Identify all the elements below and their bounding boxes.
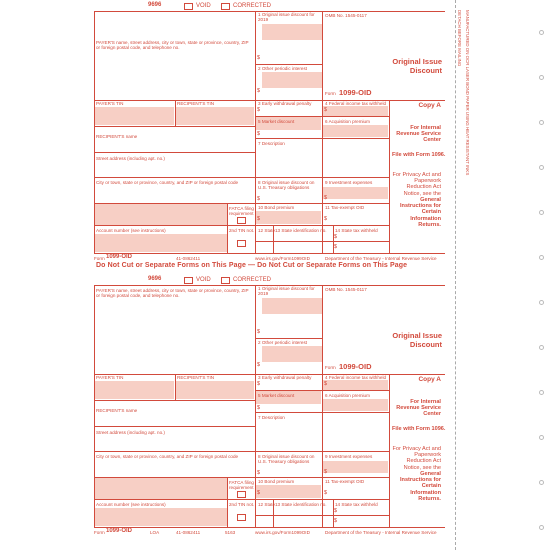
recipient-name-label: RECIPIENT'S name <box>96 134 138 139</box>
box4-dollar-lower: $ <box>324 381 328 387</box>
box1-bottom-line-lower <box>255 338 322 339</box>
box4-label-lower: 4 Federal income tax withheld <box>325 375 387 380</box>
box10-label-lower: 10 Bond premium <box>258 479 295 484</box>
footer-form-name-lower: 1099-OID <box>106 528 133 534</box>
box4-label: 4 Federal income tax withheld <box>325 101 387 106</box>
box5-label: 5 Market discount <box>258 119 295 124</box>
detach-text: DETACH BEFORE MAILING <box>457 10 462 67</box>
payer-tin-field[interactable] <box>95 107 174 125</box>
perforation-line <box>455 0 456 550</box>
corrected-label-lower: CORRECTED <box>233 277 272 283</box>
box1-label: 1 Original issue discount for 2019 <box>258 12 315 23</box>
pinfeed-hole <box>539 75 544 80</box>
recipient-tin-field-lower[interactable] <box>176 381 254 399</box>
pinfeed-hole <box>539 525 544 530</box>
box10-dollar-lower: $ <box>257 490 261 496</box>
box89-bottom-line <box>255 203 389 204</box>
fatca-divider-lower <box>227 477 228 527</box>
footer-form-name: 1099-OID <box>106 254 133 260</box>
box9-field-lower[interactable] <box>323 461 388 473</box>
box10-label: 10 Bond premium <box>258 205 295 210</box>
form-title: Original Issue Discount <box>392 57 442 75</box>
box6-label: 6 Acquisition premium <box>325 119 370 124</box>
box3-label-lower: 3 Early withdrawal penalty <box>258 375 312 380</box>
box1-dollar-lower: $ <box>257 329 261 335</box>
box8-dollar-lower: $ <box>257 470 261 476</box>
form-name-lower: 1099-OID <box>339 362 372 371</box>
payer-tin-field-lower[interactable] <box>95 381 174 399</box>
box8-label: 8 Original issue discount on U.S. Treasury obligations <box>258 180 315 191</box>
recipient-tin-label: RECIPIENT'S TIN <box>177 101 215 106</box>
box14-dollar-1-lower: $ <box>334 508 338 514</box>
box14-label-lower: 14 State tax withheld <box>335 502 378 507</box>
void-label: VOID <box>196 3 211 9</box>
box1-field[interactable] <box>262 24 322 40</box>
file-with-label: File with Form 1096. <box>392 152 446 158</box>
box7-bottom-line <box>255 177 389 178</box>
state-mid-line <box>255 241 389 242</box>
box7-bottom-line-lower <box>255 451 389 452</box>
box2-field[interactable] <box>262 72 322 88</box>
city-label: City or town, state or province, country, and ZIP or foreign postal code <box>96 180 239 185</box>
box1-field-lower[interactable] <box>262 298 322 314</box>
box3-label: 3 Early withdrawal penalty <box>258 101 312 106</box>
box10-field[interactable] <box>256 211 321 224</box>
payer-info-label-lower: PAYER'S name, street address, city or town, state or province, country, ZIP or foreign postal code, and telephone no. <box>96 288 249 299</box>
footer-form-prefix-lower: Form <box>94 530 105 535</box>
box12-divider-lower <box>273 499 274 527</box>
box6-label-lower: 6 Acquisition premium <box>325 393 370 398</box>
form-name: 1099-OID <box>339 88 372 97</box>
box2-label-lower: 2 Other periodic interest <box>258 340 308 345</box>
pinfeed-hole <box>539 165 544 170</box>
box1-label-lower: 1 Original issue discount for 2019 <box>258 286 315 297</box>
box13-label: 13 State identification no. <box>275 228 327 233</box>
pinfeed-hole <box>539 30 544 35</box>
corrected-checkbox-lower[interactable] <box>221 277 230 284</box>
box6-field-lower[interactable] <box>323 399 388 411</box>
file-with-label-lower: File with Form 1096. <box>392 426 446 432</box>
box14-dollar-2-lower: $ <box>334 518 338 524</box>
box11-dollar: $ <box>324 216 328 222</box>
fatca-row-field-lower[interactable] <box>95 478 227 499</box>
tin-bottom-line <box>94 126 255 127</box>
box5-dollar: $ <box>257 131 261 137</box>
box1-dollar: $ <box>257 55 261 61</box>
for-irs-label-lower: For Internal Revenue Service Center <box>396 399 441 418</box>
street-bottom-line <box>94 177 255 178</box>
frame-bottom-line-lower <box>94 527 445 528</box>
box2-dollar-lower: $ <box>257 362 261 368</box>
col-divider-3-lower <box>389 374 390 527</box>
box1-bottom-line <box>255 64 322 65</box>
account-label: Account number (see instructions) <box>96 228 166 233</box>
box9-field[interactable] <box>323 187 388 199</box>
box10-field-lower[interactable] <box>256 485 321 498</box>
tin2-checkbox[interactable] <box>237 240 246 247</box>
box10-dollar: $ <box>257 216 261 222</box>
box8-dollar: $ <box>257 196 261 202</box>
tin2-label-lower: 2nd TIN not. <box>229 502 255 507</box>
box4-field-lower[interactable] <box>323 380 388 390</box>
box5-label-lower: 5 Market discount <box>258 393 295 398</box>
corrected-label: CORRECTED <box>233 3 272 9</box>
for-irs-label: For Internal Revenue Service Center <box>396 125 441 144</box>
account-label-lower: Account number (see instructions) <box>96 502 166 507</box>
box7-label: 7 Description <box>258 141 285 146</box>
footer-url: www.irs.gov/Form1099OID <box>255 256 310 261</box>
frame-bottom-line <box>94 253 445 254</box>
pinfeed-hole <box>539 255 544 260</box>
pinfeed-hole <box>539 120 544 125</box>
recipient-tin-label-lower: RECIPIENT'S TIN <box>177 375 215 380</box>
recipient-tin-field[interactable] <box>176 107 254 125</box>
box2-field-lower[interactable] <box>262 346 322 362</box>
footer-dept-lower: Department of the Treasury - Internal Revenue Service <box>325 530 437 535</box>
footer-url-lower: www.irs.gov/Form1099OID <box>255 530 310 535</box>
payer-info-label: PAYER'S name, street address, city or town, state or province, country, ZIP or foreign postal code, and telephone no. <box>96 40 249 51</box>
form-code: 9696 <box>148 2 162 8</box>
box12-label: 12 State <box>258 228 276 233</box>
pinfeed-hole <box>539 345 544 350</box>
box6-field[interactable] <box>323 125 388 137</box>
pinfeed-hole <box>539 480 544 485</box>
fatca-bottom-line-lower <box>94 499 389 500</box>
box11-dollar-lower: $ <box>324 490 328 496</box>
footer-dept: Department of the Treasury - Internal Revenue Service <box>325 256 437 261</box>
street-bottom-line-lower <box>94 451 255 452</box>
tin2-label: 2nd TIN not. <box>229 228 255 233</box>
box14-dollar-1: $ <box>334 234 338 240</box>
box2-label: 2 Other periodic interest <box>258 66 308 71</box>
form-prefix: Form <box>325 91 336 96</box>
box12-label-lower: 12 State <box>258 502 276 507</box>
box3-dollar-lower: $ <box>257 381 261 387</box>
box56-bottom-line-lower <box>255 412 389 413</box>
pinfeed-hole <box>539 300 544 305</box>
box4-dollar: $ <box>324 107 328 113</box>
privacy-label-lower: For Privacy Act and Paperwork Reduction Act Notice, see the <box>392 446 441 471</box>
general-instructions-label: General Instructions for Certain Information Returns. <box>399 197 441 228</box>
general-instructions-label-lower: General Instructions for Certain Information Returns. <box>399 471 441 502</box>
privacy-label: For Privacy Act and Paperwork Reduction Act Notice, see the <box>392 172 441 197</box>
recipient-name-label-lower: RECIPIENT'S name <box>96 408 138 413</box>
box11-label: 11 Tax-exempt OID <box>325 205 365 210</box>
box5-dollar-lower: $ <box>257 405 261 411</box>
footer-form-prefix: Form <box>94 256 105 261</box>
street-label-lower: Street address (including apt. no.) <box>96 430 165 435</box>
box9-dollar-lower: $ <box>324 469 328 475</box>
fatca-label: FATCA filing requirement <box>229 206 254 217</box>
fatca-bottom-line <box>94 225 389 226</box>
col-divider-3 <box>389 100 390 253</box>
state-mid-line-lower <box>255 515 389 516</box>
box8-label-lower: 8 Original issue discount on U.S. Treasury obligations <box>258 454 315 465</box>
void-label-lower: VOID <box>196 277 211 283</box>
footer-loa: LOA <box>150 530 160 535</box>
payer-tin-label: PAYER'S TIN <box>96 101 124 106</box>
account-field-lower[interactable] <box>95 508 227 526</box>
pinfeed-hole <box>539 210 544 215</box>
manufactured-text: MANUFACTURED ON OCR LASER BOND PAPER USING HEAT RESISTANT INKS <box>465 10 470 176</box>
recipient-bottom-line <box>94 152 255 153</box>
footer-cat-no-lower: 41-0862411 <box>176 530 201 535</box>
copy-label-lower: Copy A <box>418 376 441 383</box>
form-code-lower: 9696 <box>148 276 162 282</box>
street-label: Street address (including apt. no.) <box>96 156 165 161</box>
box12-divider <box>273 225 274 253</box>
payer-tin-label-lower: PAYER'S TIN <box>96 375 124 380</box>
box4-field[interactable] <box>323 106 388 116</box>
fatca-label-lower: FATCA filing requirement <box>229 480 254 491</box>
tin2-checkbox-lower[interactable] <box>237 514 246 521</box>
tin-bottom-line-lower <box>94 400 255 401</box>
box56-bottom-line <box>255 138 389 139</box>
form-prefix-lower: Form <box>325 365 336 370</box>
box14-dollar-2: $ <box>334 244 338 250</box>
footer-code2: 5163 <box>225 530 236 535</box>
recipient-bottom-line-lower <box>94 426 255 427</box>
form-title-lower: Original Issue Discount <box>392 331 442 349</box>
box89-bottom-line-lower <box>255 477 389 478</box>
box2-dollar: $ <box>257 88 261 94</box>
box3-dollar: $ <box>257 107 261 113</box>
box11-label-lower: 11 Tax-exempt OID <box>325 479 365 484</box>
box14-label: 14 State tax withheld <box>335 228 378 233</box>
void-checkbox[interactable] <box>184 3 193 10</box>
box9-label: 9 Investment expenses <box>325 180 373 185</box>
fatca-divider <box>227 203 228 253</box>
cut-warning: Do Not Cut or Separate Forms on This Page — Do Not Cut or Separate Forms on This Page <box>96 262 408 269</box>
city-label-lower: City or town, state or province, country, and ZIP or foreign postal code <box>96 454 239 459</box>
footer-cat-no: 41-0862411 <box>176 256 201 261</box>
corrected-checkbox[interactable] <box>221 3 230 10</box>
fatca-checkbox-lower[interactable] <box>237 491 246 498</box>
box13-label-lower: 13 State identification no. <box>275 502 327 507</box>
fatca-row-field[interactable] <box>95 204 227 225</box>
box9-label-lower: 9 Investment expenses <box>325 454 373 459</box>
fatca-checkbox[interactable] <box>237 217 246 224</box>
box7-label-lower: 7 Description <box>258 415 285 420</box>
void-checkbox-lower[interactable] <box>184 277 193 284</box>
account-field[interactable] <box>95 234 227 252</box>
copy-label: Copy A <box>418 102 441 109</box>
pinfeed-hole <box>539 390 544 395</box>
box9-dollar: $ <box>324 195 328 201</box>
pinfeed-hole <box>539 435 544 440</box>
omb-number: OMB No. 1545-0117 <box>325 13 367 18</box>
omb-number-lower: OMB No. 1545-0117 <box>325 287 367 292</box>
